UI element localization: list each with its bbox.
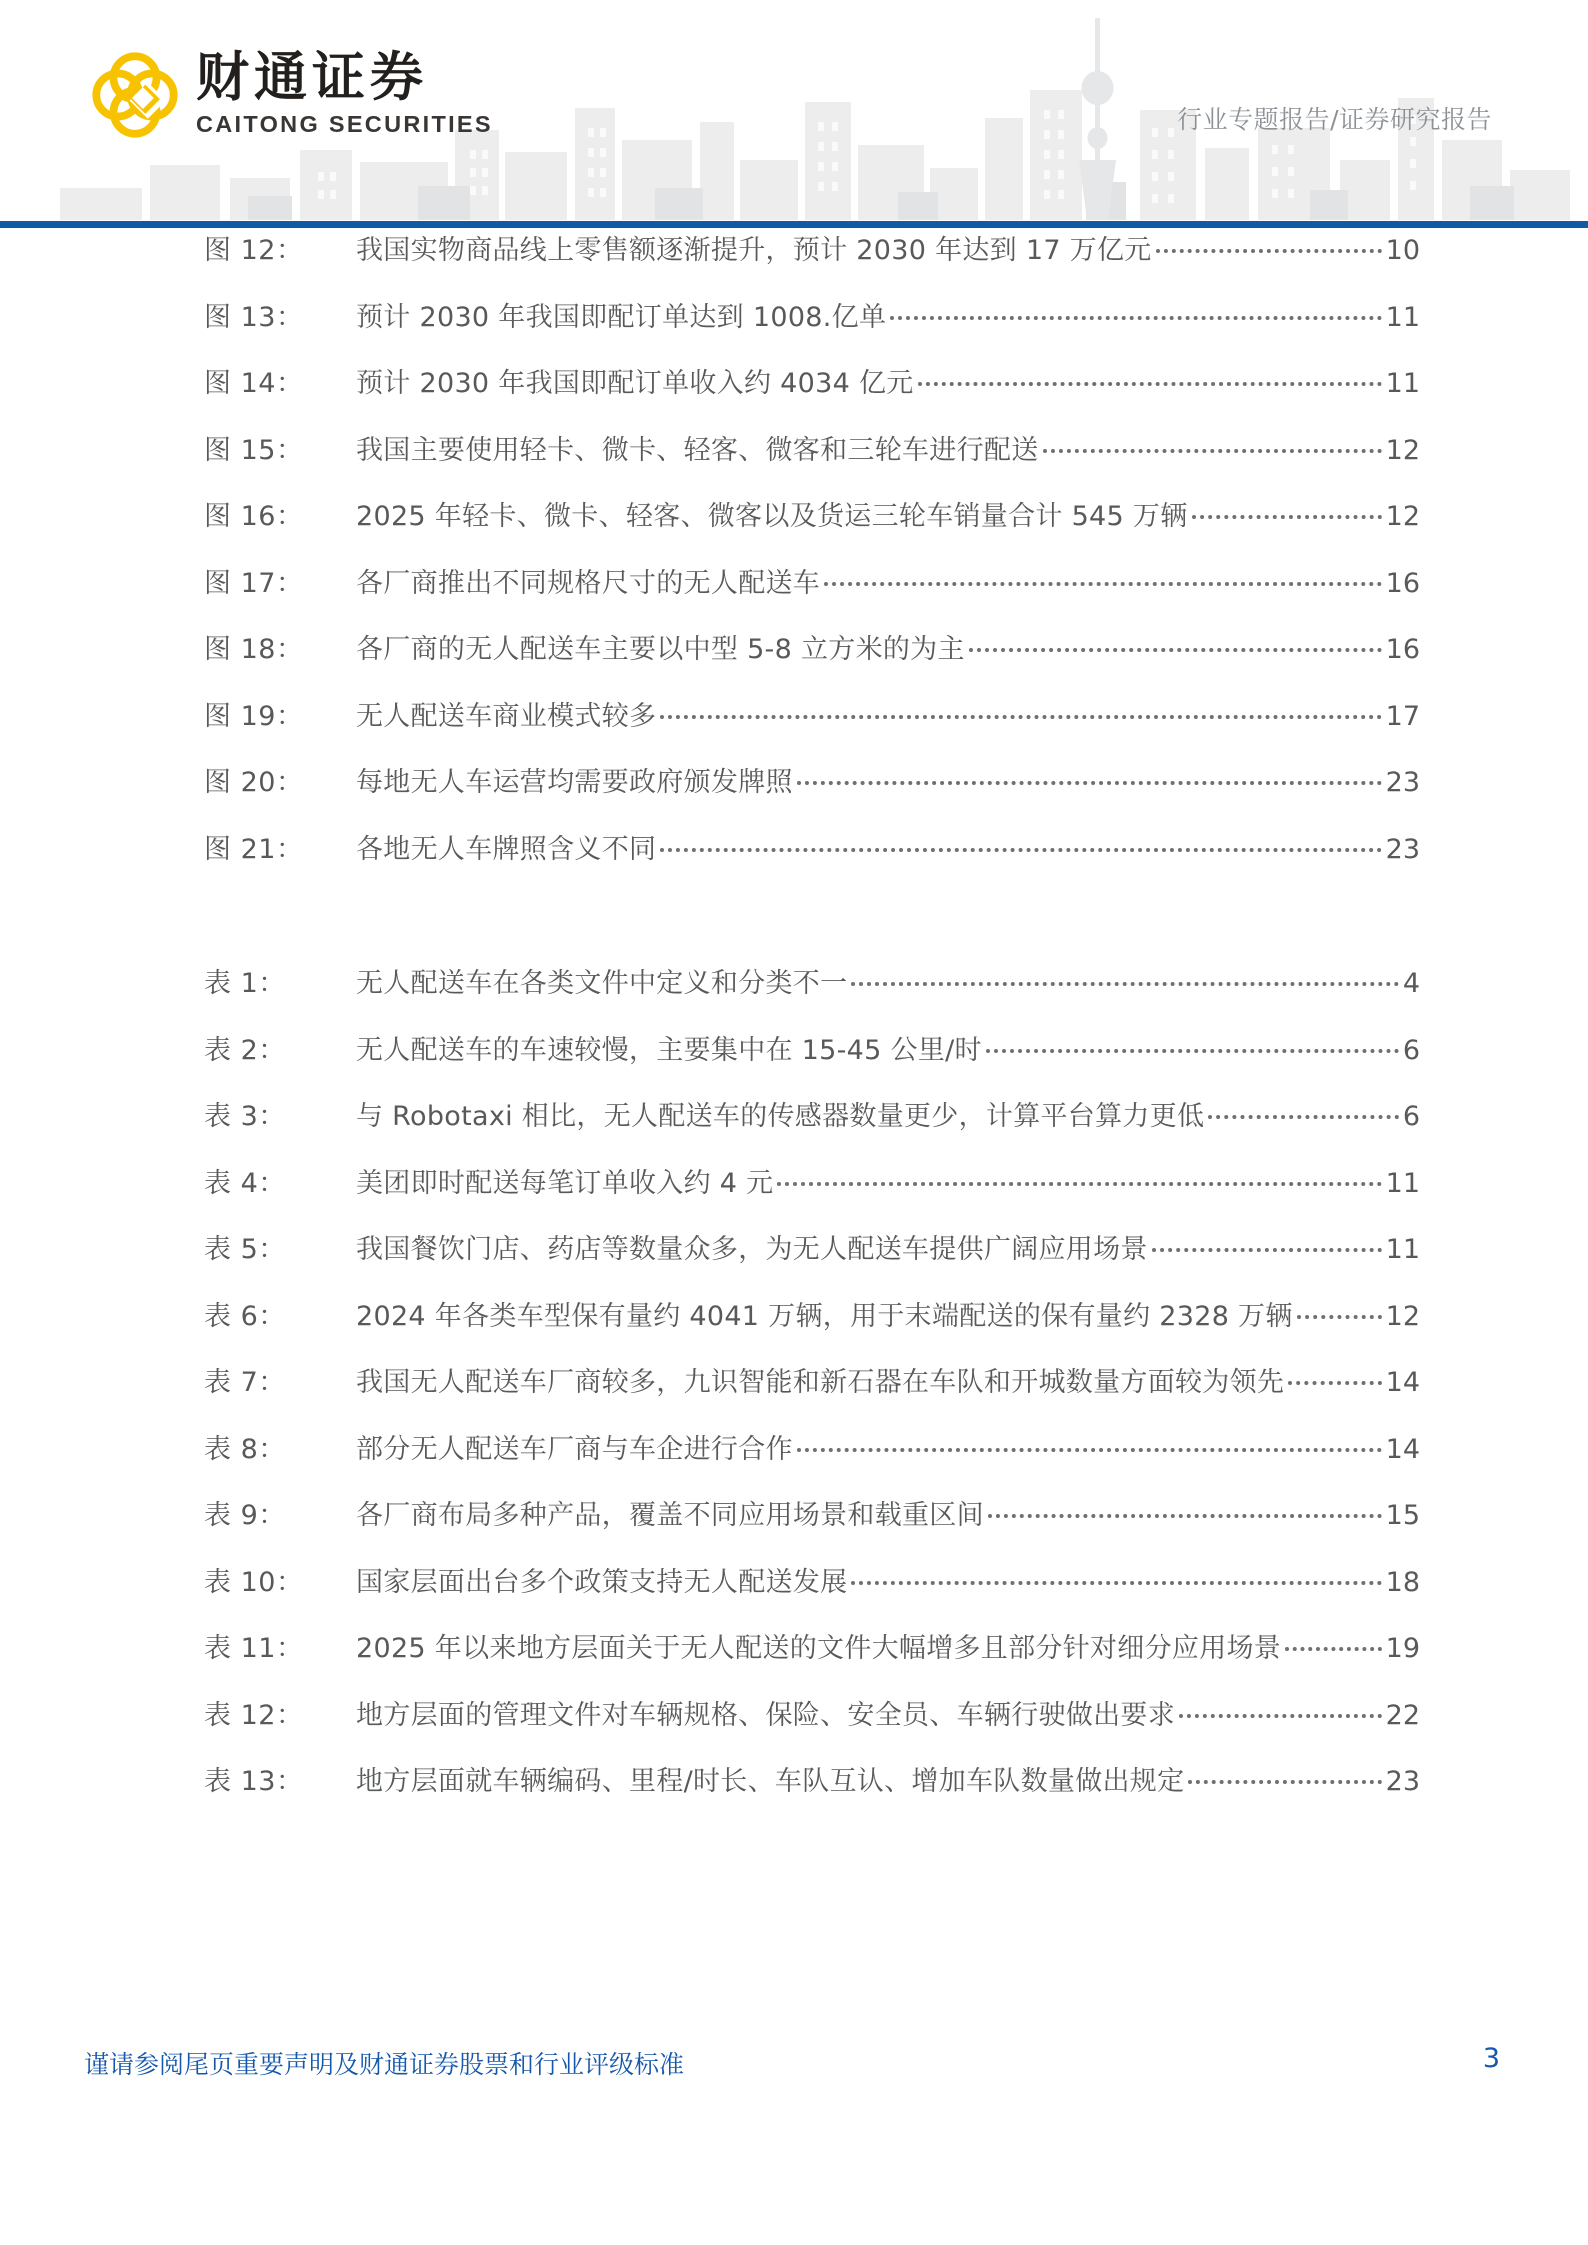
toc-entry-title: 我国无人配送车厂商较多，九识智能和新石器在车队和开城数量方面较为领先 (356, 1367, 1285, 1398)
toc-entry-title: 我国主要使用轻卡、微卡、轻客、微客和三轮车进行配送 (356, 434, 1039, 466)
toc-entry-figures-10[interactable] (0, 827, 1588, 894)
toc-entry-figures-1[interactable] (0, 228, 1588, 295)
toc-entry-title: 2025 年以来地方层面关于无人配送的文件大幅增多且部分针对细分应用场景 (356, 1633, 1282, 1664)
toc-entry-title: 地方层面的管理文件对车辆规格、保险、安全员、车辆行驶做出要求 (356, 1699, 1175, 1731)
page-footer (0, 1995, 1588, 2245)
toc-entry-label: 图 21： (204, 833, 304, 865)
toc-entry-inner (204, 295, 1420, 334)
toc-entry-inner (204, 1161, 1420, 1200)
toc-entry-tables-3[interactable] (0, 1094, 1588, 1161)
toc-entry-label: 表 5： (204, 1234, 286, 1265)
toc-dot-leader (851, 1564, 1381, 1591)
toc-entry-figures-8[interactable] (0, 694, 1588, 761)
toc-entry-inner (204, 694, 1420, 733)
toc-dot-leader (1043, 432, 1382, 459)
page-header (0, 0, 1588, 228)
toc-dot-leader (890, 299, 1381, 326)
toc-entry-title: 各厂商的无人配送车主要以中型 5-8 立方米的为主 (356, 634, 965, 665)
toc-entry-title: 预计 2030 年我国即配订单达到 1008.亿单 (356, 301, 887, 333)
report-type-label: 行业专题报告/证券研究报告 (1177, 105, 1492, 134)
toc-entry-title: 各地无人车牌照含义不同 (356, 833, 657, 865)
toc-entry-inner (204, 1493, 1420, 1532)
toc-dot-leader (969, 631, 1382, 658)
toc-entry-inner (204, 1427, 1420, 1466)
logo-english-wordmark: CAITONG SECURITIES (196, 111, 493, 138)
toc-entry-figures-5[interactable] (0, 494, 1588, 561)
toc-dot-leader (1285, 1630, 1382, 1657)
toc-entry-page-number: 16 (1385, 634, 1420, 665)
toc-entry-page-number: 6 (1402, 1034, 1420, 1066)
toc-dot-leader (851, 965, 1398, 992)
toc-entry-label: 表 6： (204, 1300, 286, 1332)
toc-entry-label: 图 13： (204, 301, 304, 333)
toc-entry-inner (204, 627, 1420, 666)
toc-entry-tables-4[interactable] (0, 1161, 1588, 1228)
toc-entry-label: 图 16： (204, 501, 304, 532)
toc-dot-leader (1208, 1098, 1399, 1125)
toc-entry-figures-6[interactable] (0, 561, 1588, 628)
toc-dot-leader (1188, 1763, 1381, 1790)
toc-entry-title: 部分无人配送车厂商与车企进行合作 (356, 1433, 793, 1465)
toc-dot-leader (1179, 1697, 1382, 1724)
toc-entry-page-number: 15 (1385, 1500, 1420, 1531)
toc-entry-label: 表 1： (204, 968, 286, 999)
toc-entry-tables-13[interactable] (0, 1759, 1588, 1826)
toc-entry-title: 与 Robotaxi 相比，无人配送车的传感器数量更少，计算平台算力更低 (356, 1101, 1205, 1132)
toc-entry-title: 每地无人车运营均需要政府颁发牌照 (356, 767, 793, 798)
toc-entry-label: 图 15： (204, 434, 304, 466)
toc-dot-leader (797, 764, 1382, 791)
toc-entry-title: 无人配送车商业模式较多 (356, 700, 657, 732)
toc-entry-label: 表 2： (204, 1034, 286, 1066)
logo-chinese-wordmark: 财通证券 (196, 47, 428, 108)
toc-entry-label: 表 3： (204, 1101, 286, 1132)
toc-dot-leader (1156, 232, 1382, 259)
toc-entry-label: 图 19： (204, 700, 304, 732)
toc-entry-inner (204, 1227, 1420, 1266)
toc-dot-leader (660, 831, 1381, 858)
toc-entry-tables-12[interactable] (0, 1693, 1588, 1760)
toc-entry-page-number: 11 (1385, 368, 1420, 399)
header-divider-rule (0, 221, 1588, 228)
toc-entry-tables-10[interactable] (0, 1560, 1588, 1627)
toc-entry-inner (204, 1094, 1420, 1133)
toc-dot-leader (1297, 1298, 1382, 1325)
toc-entry-inner (204, 228, 1420, 267)
toc-dot-leader (777, 1165, 1381, 1192)
toc-entry-label: 表 7： (204, 1367, 286, 1398)
company-logo (92, 47, 493, 138)
toc-entry-inner (204, 1028, 1420, 1067)
toc-entry-page-number: 12 (1385, 1300, 1420, 1332)
toc-entry-label: 表 13： (204, 1766, 304, 1797)
toc-entry-page-number: 23 (1385, 833, 1420, 865)
toc-entry-title: 无人配送车在各类文件中定义和分类不一 (356, 968, 848, 999)
toc-entry-page-number: 12 (1385, 434, 1420, 466)
footer-disclaimer-link[interactable]: 谨请参阅尾页重要声明及财通证券股票和行业评级标准 (84, 2050, 685, 2079)
toc-entry-inner (204, 1294, 1420, 1333)
toc-entry-page-number: 19 (1385, 1633, 1420, 1664)
toc-entry-label: 图 20： (204, 767, 304, 798)
section-spacer (0, 893, 1588, 961)
toc-dot-leader (1192, 498, 1382, 525)
toc-entry-inner (204, 361, 1420, 400)
toc-entry-label: 表 4： (204, 1167, 286, 1199)
toc-entry-label: 表 11： (204, 1633, 304, 1664)
toc-entry-page-number: 4 (1402, 968, 1420, 999)
toc-entry-page-number: 23 (1385, 1766, 1420, 1797)
toc-entry-label: 表 12： (204, 1699, 304, 1731)
toc-entry-title: 无人配送车的车速较慢，主要集中在 15-45 公里/时 (356, 1034, 982, 1066)
toc-entry-inner (204, 1693, 1420, 1732)
toc-entry-page-number: 6 (1402, 1101, 1420, 1132)
toc-entry-tables-9[interactable] (0, 1493, 1588, 1560)
toc-entry-title: 美团即时配送每笔订单收入约 4 元 (356, 1167, 774, 1199)
toc-entry-page-number: 11 (1385, 1234, 1420, 1265)
toc-entry-tables-1[interactable] (0, 961, 1588, 1028)
toc-entry-tables-2[interactable] (0, 1028, 1588, 1095)
toc-dot-leader (918, 365, 1382, 392)
toc-entry-label: 图 17： (204, 567, 304, 599)
toc-entry-inner (204, 760, 1420, 799)
toc-dot-leader (1288, 1364, 1381, 1391)
toc-entry-label: 图 14： (204, 368, 304, 399)
toc-entry-page-number: 14 (1385, 1433, 1420, 1465)
toc-entry-page-number: 23 (1385, 767, 1420, 798)
toc-entry-inner (204, 961, 1420, 1000)
toc-entry-label: 表 8： (204, 1433, 286, 1465)
toc-entry-page-number: 11 (1385, 301, 1420, 333)
toc-entry-label: 表 10： (204, 1566, 304, 1598)
page-number: 3 (1482, 2043, 1500, 2074)
toc-entry-page-number: 18 (1385, 1566, 1420, 1598)
toc-entry-inner (204, 494, 1420, 533)
toc-entry-tables-11[interactable] (0, 1626, 1588, 1693)
figure-list (0, 228, 1588, 893)
caitong-diamond-logo-icon (92, 52, 178, 138)
toc-entry-title: 2024 年各类车型保有量约 4041 万辆，用于末端配送的保有量约 2328 万辆 (356, 1300, 1293, 1332)
toc-entry-title: 各厂商推出不同规格尺寸的无人配送车 (356, 567, 821, 599)
toc-entry-inner (204, 827, 1420, 866)
toc-entry-page-number: 14 (1385, 1367, 1420, 1398)
toc-entry-page-number: 16 (1385, 567, 1420, 599)
toc-entry-tables-7[interactable] (0, 1360, 1588, 1427)
toc-entry-title: 各厂商布局多种产品，覆盖不同应用场景和载重区间 (356, 1500, 984, 1531)
toc-entry-tables-5[interactable] (0, 1227, 1588, 1294)
toc-dot-leader (988, 1497, 1382, 1524)
toc-entry-page-number: 12 (1385, 501, 1420, 532)
table-list (0, 961, 1588, 1826)
toc-entry-figures-2[interactable] (0, 295, 1588, 362)
toc-entry-title: 预计 2030 年我国即配订单收入约 4034 亿元 (356, 368, 914, 399)
toc-dot-leader (797, 1431, 1382, 1458)
toc-entry-tables-6[interactable] (0, 1294, 1588, 1361)
toc-entry-label: 图 12： (204, 235, 304, 266)
toc-entry-figures-3[interactable] (0, 361, 1588, 428)
toc-entry-inner (204, 561, 1420, 600)
toc-entry-page-number: 22 (1385, 1699, 1420, 1731)
toc-entry-inner (204, 1759, 1420, 1798)
toc-entry-figures-9[interactable] (0, 760, 1588, 827)
toc-entry-title: 我国实物商品线上零售额逐渐提升，预计 2030 年达到 17 万亿元 (356, 235, 1152, 266)
toc-entry-figures-7[interactable] (0, 627, 1588, 694)
toc-dot-leader (824, 565, 1382, 592)
toc-entry-inner (204, 1626, 1420, 1665)
toc-entry-label: 图 18： (204, 634, 304, 665)
toc-dot-leader (660, 698, 1381, 725)
toc-entry-title: 我国餐饮门店、药店等数量众多，为无人配送车提供广阔应用场景 (356, 1234, 1148, 1265)
toc-entry-page-number: 17 (1385, 700, 1420, 732)
toc-dot-leader (1152, 1231, 1382, 1258)
toc-entry-inner (204, 1360, 1420, 1399)
toc-entry-title: 2025 年轻卡、微卡、轻客、微客以及货运三轮车销量合计 545 万辆 (356, 501, 1188, 532)
toc-entry-figures-4[interactable] (0, 428, 1588, 495)
toc-entry-label: 表 9： (204, 1500, 286, 1531)
toc-entry-page-number: 11 (1385, 1167, 1420, 1199)
toc-entry-tables-8[interactable] (0, 1427, 1588, 1494)
table-of-contents (0, 228, 1588, 1826)
toc-entry-title: 地方层面就车辆编码、里程/时长、车队互认、增加车队数量做出规定 (356, 1766, 1185, 1797)
toc-dot-leader (986, 1032, 1399, 1059)
toc-entry-inner (204, 1560, 1420, 1599)
toc-entry-title: 国家层面出台多个政策支持无人配送发展 (356, 1566, 848, 1598)
toc-entry-inner (204, 428, 1420, 467)
toc-entry-page-number: 10 (1385, 235, 1420, 266)
